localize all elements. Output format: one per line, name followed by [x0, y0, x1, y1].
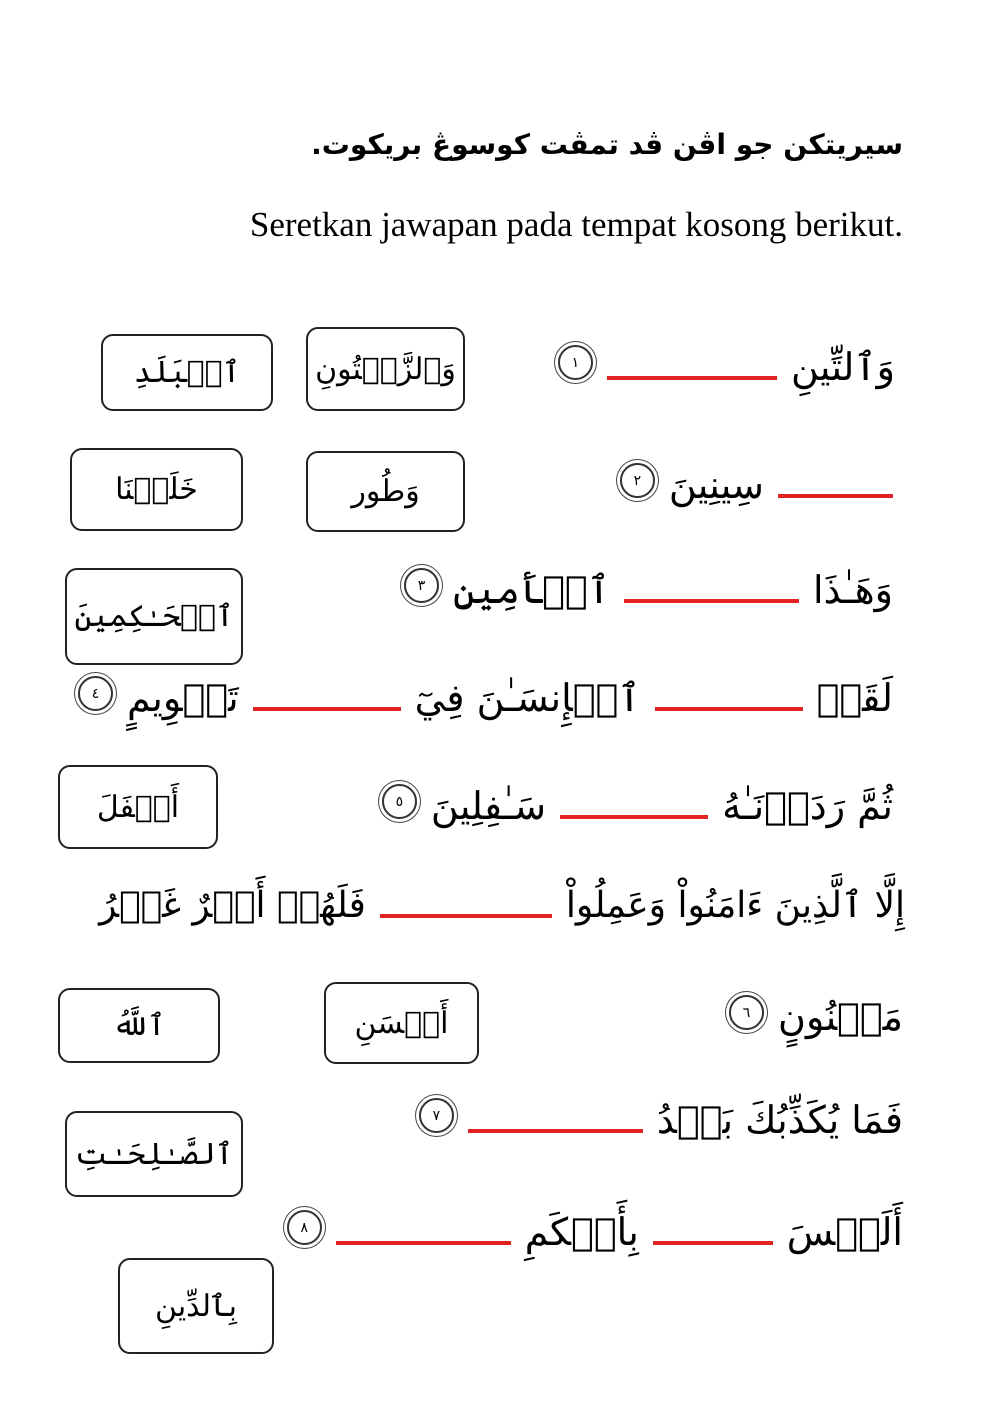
blank-slot-10[interactable]	[336, 1233, 511, 1245]
verse-text: بِأَحۡكَمِ	[524, 1210, 639, 1254]
blank-slot-5[interactable]	[253, 699, 401, 711]
verse-text: فَمَا يُكَذِّبُكَ بَعۡدُ	[656, 1098, 903, 1142]
ayah-number-icon: ٣	[404, 568, 439, 603]
instruction-jawi: سيريتكن جو اڤن ڤد تمڤت کوسوڠ بريکوت.	[311, 128, 903, 161]
verse-text: ٱلۡإِنسَـٰنَ فِيٓ	[414, 676, 641, 720]
blank-slot-8[interactable]	[468, 1121, 643, 1133]
verse-8	[287, 1210, 903, 1254]
answer-box-wa-tur[interactable]: وَطُور	[306, 451, 465, 532]
verse-text: إِلَّا ٱلَّذِينَ ءَامَنُواْ وَعَمِلُواْ	[565, 885, 905, 926]
verse-7	[419, 1098, 903, 1142]
answer-box-biddin[interactable]: بِٱلدِّينِ	[118, 1258, 274, 1354]
instruction-rumi: Seretkan jawapan pada tempat kosong berikut.	[249, 205, 903, 244]
blank-slot-4[interactable]	[655, 699, 803, 711]
answer-box-albalad[interactable]: ٱلۡبَلَدِ	[101, 334, 273, 411]
blank-slot-9[interactable]	[653, 1233, 773, 1245]
answer-box-asfal[interactable]: أَسۡفَلَ	[58, 765, 218, 849]
verse-text: مَمۡنُونٍ	[778, 995, 903, 1039]
blank-slot-2[interactable]	[778, 486, 893, 498]
blank-slot-1[interactable]	[607, 368, 777, 380]
verse-3	[404, 568, 893, 612]
ayah-number-icon: ٢	[620, 463, 655, 498]
verse-text: وَهَـٰذَا	[812, 568, 893, 612]
verse-text: ٱلۡأَمِينِ	[453, 568, 610, 612]
answer-box-assalihat[interactable]: ٱلصَّـٰلِحَـٰتِ	[65, 1111, 243, 1197]
blank-slot-6[interactable]	[560, 807, 708, 819]
ayah-number-icon: ٨	[287, 1210, 322, 1245]
answer-box-alzaitun[interactable]: وَٱلزَّيۡتُونِ	[306, 327, 465, 411]
ayah-number-icon: ٦	[729, 995, 764, 1030]
verse-2	[620, 463, 893, 507]
verse-text: ثُمَّ رَدَدۡنَـٰهُ	[722, 784, 893, 828]
verse-1	[558, 345, 895, 389]
verse-text: تَقۡوِيمٍ	[126, 676, 239, 720]
answer-box-khalaqna[interactable]: خَلَقۡنَا	[70, 448, 243, 531]
verse-6-line-2	[729, 995, 903, 1039]
verse-5	[382, 784, 893, 828]
verse-6-line-1	[99, 885, 905, 926]
verse-text: أَلَيۡسَ	[786, 1210, 903, 1254]
verse-text: سِينِينَ	[668, 463, 764, 507]
verse-text: فَلَهُمۡ أَجۡرٌ غَيۡرُ	[99, 885, 366, 926]
blank-slot-3[interactable]	[624, 591, 799, 603]
ayah-number-icon: ١	[558, 345, 593, 380]
blank-slot-7[interactable]	[380, 906, 552, 918]
answer-box-ahsan[interactable]: أَحۡسَنِ	[324, 982, 479, 1064]
verse-text: وَٱلتِّينِ	[790, 345, 895, 389]
ayah-number-icon: ٤	[78, 676, 113, 711]
verse-text: لَقَدۡ	[816, 676, 893, 720]
answer-box-alhakimin[interactable]: ٱلۡحَـٰكِمِينَ	[65, 568, 243, 665]
ayah-number-icon: ٥	[382, 784, 417, 819]
verse-4	[78, 676, 893, 720]
answer-box-allah[interactable]: ٱللَّهُ	[58, 988, 220, 1063]
ayah-number-icon: ٧	[419, 1098, 454, 1133]
verse-text: سَـٰفِلِينَ	[430, 784, 547, 828]
